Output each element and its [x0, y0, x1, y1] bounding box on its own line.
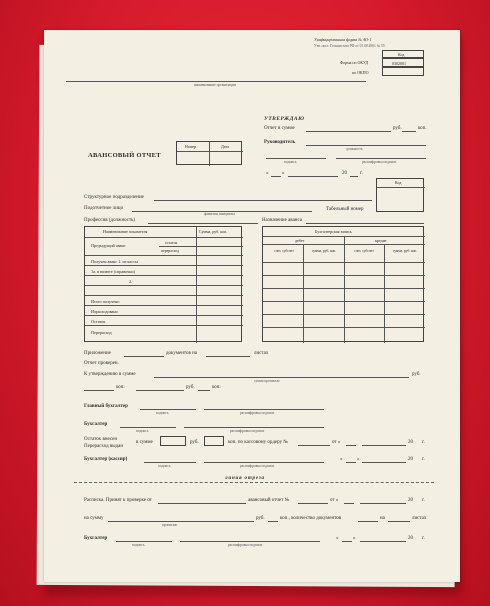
remainder-label: Остаток внесен — [84, 437, 118, 442]
accountant-label: Бухгалтер — [84, 422, 108, 427]
cashier-month-line[interactable] — [362, 462, 406, 463]
approve-kop-line[interactable] — [402, 131, 416, 132]
cashier-signature-line[interactable] — [144, 462, 196, 463]
head-position-line[interactable] — [306, 145, 426, 146]
accountant-signature-caption: подпись — [136, 429, 149, 433]
approve-kop-label: коп. — [418, 126, 427, 131]
summary-row-line-1 — [85, 255, 243, 256]
cut-line-label: линия отреза — [222, 476, 268, 482]
approve-title: УТВЕРЖДАЮ — [264, 116, 305, 122]
approve-year-prefix: 20 — [342, 171, 347, 176]
advance-purpose-label: Назначение аванса — [262, 218, 302, 223]
entry-col-account-credit: счет, субсчет — [354, 249, 374, 253]
approve-day-line[interactable] — [271, 176, 281, 177]
okpo-label: по ОКПО — [352, 70, 369, 75]
head-position-caption: должность — [346, 147, 363, 151]
chief-decoding-caption: расшифровка подписи — [240, 411, 275, 415]
code-box-row-line — [377, 187, 425, 188]
chief-signature-caption: подпись — [156, 411, 169, 415]
accounting-entry-table — [262, 226, 424, 342]
advance-purpose-line[interactable] — [306, 223, 424, 224]
cash-year-prefix: 20 — [408, 440, 413, 445]
chief-signature-line[interactable] — [140, 409, 196, 410]
division-line[interactable] — [154, 200, 372, 201]
cash-order-number-line[interactable] — [298, 445, 330, 446]
accountant-signature-line[interactable] — [120, 427, 176, 428]
cashier-date-open-quote: « — [340, 457, 343, 462]
organization-line[interactable] — [66, 81, 366, 82]
cash-year-suffix: г. — [422, 440, 425, 445]
summary-head-sum: Сумма, руб. коп. — [199, 229, 228, 234]
doc-number-label: Номер — [185, 144, 197, 149]
code-header-label: Код — [398, 52, 405, 57]
approve-rub-line[interactable] — [306, 131, 391, 132]
cashier-decoding-caption: расшифровка подписи — [240, 464, 275, 468]
receipt-report-no-line[interactable] — [298, 503, 328, 504]
head-decoding-line[interactable] — [336, 158, 426, 159]
receipt-sign-year-prefix: 20 — [408, 536, 413, 541]
approve-kop-line-2[interactable] — [84, 390, 114, 391]
doc-table-divider — [209, 142, 210, 166]
receipt-on-sum-label: на сумму — [84, 516, 104, 521]
accountant-decoding-caption: расшифровка подписи — [230, 429, 265, 433]
row-currency: 1а. в валюте (справочно) — [91, 269, 136, 274]
receipt-on-label: на — [380, 516, 385, 521]
code-box — [376, 178, 424, 212]
doc-number-date-table — [176, 141, 242, 165]
entry-head-line-2 — [263, 244, 425, 245]
head-signature-line[interactable] — [266, 158, 326, 159]
accounting-entry-title: Бухгалтерская запись — [315, 229, 352, 234]
cash-sum-rub-box[interactable] — [160, 436, 186, 446]
summary-row-line-2 — [85, 265, 243, 266]
approve-sum-line[interactable] — [154, 377, 409, 378]
receipt-sign-date-close-quote: » — [353, 536, 356, 541]
approve-digits-rub-line[interactable] — [136, 390, 184, 391]
attachment-label: Приложение — [84, 351, 111, 356]
head-signature-caption: подпись — [284, 160, 297, 164]
code-box-label: Код — [395, 180, 402, 185]
entry-row-line-3 — [263, 288, 425, 289]
receipt-report-no-label: авансовый отчет № — [248, 498, 290, 503]
attachment-count-line[interactable] — [124, 356, 164, 357]
approve-year-line[interactable] — [350, 176, 358, 177]
entry-row-line-5 — [263, 314, 425, 315]
accountant-decoding-line[interactable] — [184, 427, 324, 428]
code-header-cell — [382, 50, 424, 58]
okpo-cell[interactable] — [382, 67, 424, 76]
approve-date-open-quote: « — [266, 171, 269, 176]
approve-date-close-quote: » — [282, 171, 285, 176]
receipt-signature-caption: подпись — [132, 543, 145, 547]
row-overspend-sub: перерасход — [161, 249, 179, 253]
in-sum-label: в сумме — [136, 440, 153, 445]
summary-row-line-4 — [85, 285, 243, 286]
cashier-day-line[interactable] — [346, 462, 356, 463]
approved-by-label: Утв. пост. Госкомстата РФ от 01.08.2001 № 55 — [314, 44, 385, 48]
row-remainder: Остаток — [91, 319, 106, 324]
summary-row-line-3 — [85, 275, 243, 276]
summary-head-name: Наименование показателя — [103, 229, 148, 234]
summary-head-line — [85, 237, 243, 238]
cash-order-label: коп. по кассовому ордеру № — [228, 440, 289, 445]
report-in-sum-label: Отчет в сумме — [264, 126, 295, 131]
approve-year-suffix: г. — [360, 171, 363, 176]
okud-cell — [382, 58, 424, 67]
summary-row-line-7 — [85, 315, 243, 316]
row-spent: Израсходовано — [91, 309, 118, 314]
head-label: Руководитель — [264, 140, 296, 145]
receipt-year-suffix: г. — [422, 498, 425, 503]
checked-label: Отчет проверен. — [84, 361, 119, 366]
row-two: 2. — [129, 279, 133, 284]
unified-form-label: Унифицированная форма № АО-1 — [314, 37, 372, 42]
receipt-kop-line[interactable] — [268, 521, 278, 522]
approve-rub-label: руб. — [393, 126, 402, 131]
approve-sum-rub: руб. — [412, 372, 421, 377]
to-approve-label: К утверждению в сумме — [84, 372, 136, 377]
summary-row-line-6 — [85, 305, 243, 306]
cashier-date-close-quote: » — [357, 457, 360, 462]
receipt-from-date-label: от « — [330, 498, 339, 503]
cut-line — [74, 482, 434, 483]
summary-row-line-8 — [85, 325, 243, 326]
receipt-sum-words-line[interactable] — [108, 521, 254, 522]
okud-value: 0302001 — [392, 60, 406, 66]
approve-sum-kop: коп. — [116, 385, 125, 390]
receipt-label: Расписка. Принят к проверке от — [84, 498, 152, 503]
chief-accountant-label: Главный бухгалтер — [84, 404, 128, 409]
organization-caption: наименование организации — [194, 83, 236, 87]
receipt-accountant-label: Бухгалтер — [84, 536, 108, 541]
row-remainder-sub: остаток — [165, 241, 178, 245]
overspend-label: Перерасход выдан — [84, 444, 124, 449]
cashier-year-prefix: 20 — [408, 457, 413, 462]
cash-day-line[interactable] — [346, 445, 356, 446]
approve-digits-kop-line[interactable] — [198, 390, 210, 391]
accountable-label: Подотчетное лицо — [84, 206, 124, 211]
receipt-sign-date-open-quote: « — [336, 536, 339, 541]
receipt-month-line[interactable] — [360, 503, 406, 504]
advance-report-form — [44, 30, 460, 582]
doc-date-label: Дата — [221, 144, 229, 149]
entry-row-line-1 — [263, 262, 425, 263]
entry-col-sum-debit: сумма, руб. коп. — [311, 249, 337, 253]
row-overspend: Перерасход — [91, 330, 112, 335]
entry-col-sum-credit: сумма, руб. коп. — [392, 249, 418, 253]
profession-label: Профессия (должность) — [84, 218, 136, 223]
tab-number-label: Табельный номер — [326, 207, 364, 212]
cashier-decoding-line[interactable] — [204, 462, 324, 463]
receipt-day-line[interactable] — [344, 503, 354, 504]
entry-row-line-4 — [263, 301, 425, 302]
profession-line[interactable] — [148, 223, 258, 224]
receipt-words-caption: прописью — [162, 523, 178, 527]
credit-label: кредит — [375, 238, 387, 243]
entry-col-divider-1 — [303, 244, 304, 343]
okud-label: Форма по ОКУД — [340, 60, 369, 65]
summary-sub-line — [159, 246, 243, 247]
cashier-label: Бухгалтер (кассир) — [84, 457, 128, 462]
approve-digits-rub: руб. — [186, 385, 195, 390]
receipt-sign-month-line[interactable] — [360, 541, 406, 542]
receipt-sheets-line[interactable] — [388, 521, 410, 522]
receipt-decoding-line[interactable] — [180, 541, 320, 542]
cashier-year-suffix: г. — [422, 457, 425, 462]
docs-on-label: документов на — [166, 351, 198, 356]
cash-rub-label: руб. — [190, 440, 199, 445]
sheets-label: листах — [254, 351, 269, 356]
row-received-cash: Получен аванс 1. из кассы — [91, 259, 138, 264]
debit-label: дебет — [295, 238, 305, 243]
receipt-from-line[interactable] — [158, 503, 246, 504]
cash-month-line[interactable] — [362, 445, 406, 446]
receipt-decoding-caption: расшифровка подписи — [228, 543, 263, 547]
fio-caption: фамилия, инициалы — [204, 212, 235, 216]
row-total-received: Итого получено — [91, 299, 120, 304]
sum-words-caption: сумма прописью — [254, 379, 280, 383]
entry-row-line-6 — [263, 327, 425, 328]
row-previous-advance: Предыдущий аванс — [91, 243, 126, 248]
receipt-year-prefix: 20 — [408, 498, 413, 503]
entry-col-divider-3 — [384, 244, 385, 343]
receipt-signature-line[interactable] — [116, 541, 172, 542]
receipt-rub-label: руб. — [256, 516, 265, 521]
head-decoding-caption: расшифровка подписи — [362, 160, 397, 164]
cash-from-label: от « — [332, 440, 341, 445]
receipt-docs-qty-label: коп., количество документов — [280, 516, 342, 521]
receipt-sign-year-suffix: г. — [422, 536, 425, 541]
chief-decoding-line[interactable] — [204, 409, 324, 410]
document-title: АВАНСОВЫЙ ОТЧЕТ — [88, 152, 161, 159]
division-label: Структурное подразделение — [84, 195, 144, 200]
cashier-signature-caption: подпись — [158, 464, 171, 468]
receipt-sheets-label: листах — [412, 516, 427, 521]
approve-month-line[interactable] — [288, 176, 338, 177]
summary-row-line-5 — [85, 295, 243, 296]
entry-row-line-2 — [263, 275, 425, 276]
advance-summary-table — [84, 226, 242, 342]
cash-sum-kop-box[interactable] — [204, 436, 224, 446]
entry-col-account-debit: счет, субсчет — [274, 249, 294, 253]
receipt-sign-day-line[interactable] — [342, 541, 352, 542]
receipt-docs-count-line[interactable] — [358, 521, 378, 522]
attachment-sheets-line[interactable] — [206, 356, 250, 357]
doc-table-row-line — [177, 151, 243, 152]
approve-digits-kop: коп. — [212, 385, 221, 390]
